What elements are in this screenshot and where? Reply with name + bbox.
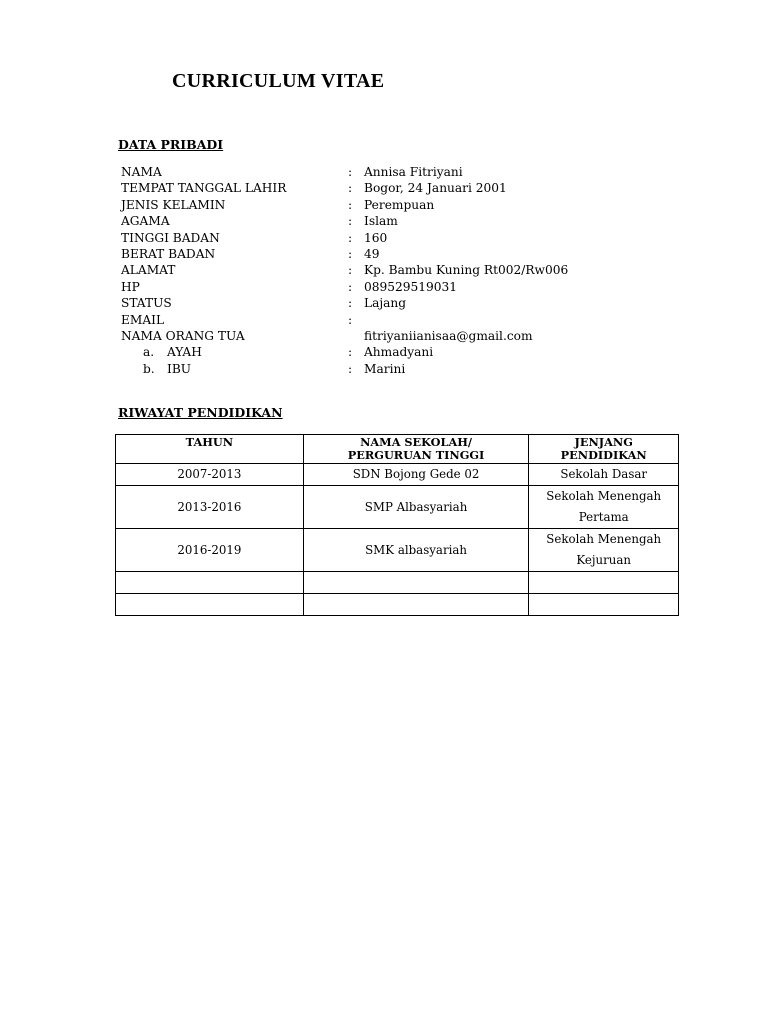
field-value: 160 (364, 230, 388, 245)
field-value: Islam (364, 214, 398, 229)
cell-level-line2: Pertama (578, 510, 629, 524)
table-row-empty (116, 594, 679, 616)
education-heading: RIWAYAT PENDIDIKAN (118, 405, 283, 420)
cell-year: 2016-2019 (116, 529, 304, 572)
field-colon (348, 328, 364, 344)
field-label: HP (121, 279, 140, 294)
cell-empty (303, 572, 529, 594)
header-year: TAHUN (116, 435, 304, 464)
header-school-line1: NAMA SEKOLAH/ (360, 435, 473, 449)
personal-row-name (121, 164, 568, 180)
field-colon: : (348, 247, 353, 262)
header-level-line2: PENDIDIKAN (560, 448, 647, 462)
list-letter: b. (143, 361, 155, 376)
field-label (121, 361, 348, 377)
cell-level-line1: Sekolah Menengah (546, 532, 662, 546)
cell-level: Sekolah Dasar (529, 464, 679, 486)
field-label: STATUS (121, 296, 172, 311)
field-label: TINGGI BADAN (121, 230, 220, 245)
personal-data-table (121, 164, 568, 377)
field-label: NAMA ORANG TUA (121, 329, 245, 344)
field-colon: : (348, 361, 353, 376)
cell-empty (303, 594, 529, 616)
cell-empty (116, 594, 304, 616)
education-table (115, 434, 679, 616)
field-colon: : (348, 165, 353, 179)
personal-row-birth (121, 180, 568, 196)
field-value: Ahmadyani (364, 345, 434, 360)
education-header-row (116, 435, 679, 464)
cell-year: 2007-2013 (116, 464, 304, 486)
table-row (116, 464, 679, 486)
cell-empty (116, 572, 304, 594)
field-colon: : (348, 312, 353, 327)
field-colon: : (348, 197, 353, 212)
field-label: EMAIL (121, 312, 165, 327)
table-row (116, 486, 679, 529)
field-value: Lajang (364, 296, 407, 311)
document-title: CURRICULUM VITAE (172, 70, 385, 92)
personal-row-mother (121, 361, 568, 377)
cell-year: 2013-2016 (116, 486, 304, 529)
header-level (529, 435, 679, 464)
field-label: BERAT BADAN (121, 247, 216, 262)
personal-row-height (121, 230, 568, 246)
field-value: fitriyaniianisaa@gmail.com (364, 329, 533, 344)
personal-row-status (121, 295, 568, 311)
field-label: JENIS KELAMIN (121, 197, 226, 212)
table-row-empty (116, 572, 679, 594)
list-letter: a. (143, 345, 155, 360)
field-colon: : (348, 279, 353, 294)
field-label: NAMA (121, 165, 162, 179)
field-colon: : (348, 296, 353, 311)
field-label: TEMPAT TANGGAL LAHIR (121, 181, 287, 196)
field-colon: : (348, 345, 353, 360)
field-label (121, 344, 348, 360)
cell-empty (529, 594, 679, 616)
field-label: AGAMA (121, 214, 170, 229)
header-school (303, 435, 529, 464)
personal-row-parents (121, 328, 568, 344)
field-value: Bogor, 24 Januari 2001 (364, 181, 507, 196)
personal-row-gender (121, 197, 568, 213)
field-label: ALAMAT (121, 263, 176, 278)
personal-row-address (121, 262, 568, 278)
header-school-line2: PERGURUAN TINGGI (347, 448, 485, 462)
personal-row-phone (121, 279, 568, 295)
field-value: Annisa Fitriyani (364, 165, 463, 179)
field-colon: : (348, 214, 353, 229)
field-value: Marini (364, 361, 406, 376)
parent-label: IBU (167, 361, 192, 376)
cell-level-line2: Kejuruan (576, 553, 631, 567)
cell-level (529, 529, 679, 572)
cell-level-line1: Sekolah Menengah (546, 489, 662, 503)
cell-school: SMP Albasyariah (303, 486, 529, 529)
personal-row-father (121, 344, 568, 360)
personal-row-weight (121, 246, 568, 262)
field-colon: : (348, 263, 353, 278)
table-row (116, 529, 679, 572)
cell-empty (529, 572, 679, 594)
cell-school: SMK albasyariah (303, 529, 529, 572)
personal-data-heading: DATA PRIBADI (118, 137, 224, 152)
field-value (364, 312, 568, 328)
field-value: Perempuan (364, 197, 435, 212)
field-colon: : (348, 230, 353, 245)
cell-school: SDN Bojong Gede 02 (303, 464, 529, 486)
cell-level (529, 486, 679, 529)
field-value: 49 (364, 247, 380, 262)
parent-label: AYAH (167, 345, 202, 360)
personal-row-religion (121, 213, 568, 229)
header-level-line1: JENJANG (574, 435, 633, 449)
field-value: 089529519031 (364, 279, 458, 294)
personal-row-email (121, 312, 568, 328)
field-value: Kp. Bambu Kuning Rt002/Rw006 (364, 263, 569, 278)
field-colon: : (348, 181, 353, 196)
